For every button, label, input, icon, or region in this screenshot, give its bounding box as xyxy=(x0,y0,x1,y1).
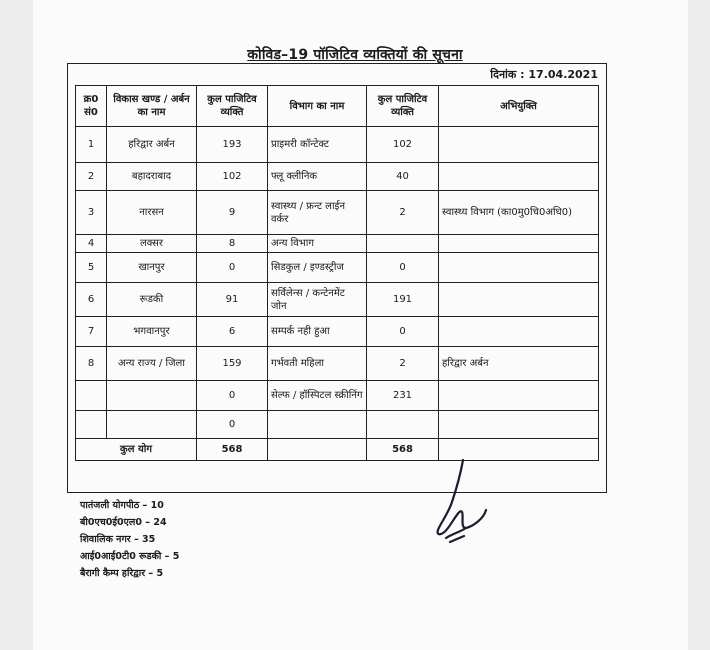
header-row xyxy=(76,86,599,127)
header-department: विभाग का नाम xyxy=(268,86,367,127)
remark-cell xyxy=(439,411,599,439)
department-cell xyxy=(268,411,367,439)
header-serial: क्र0 सं0 xyxy=(76,86,107,127)
department-cell: स्वास्थ्य / फ्रन्ट लाईन वर्कर xyxy=(268,191,367,235)
footnote-line: बी0एच0ई0एल0 – 24 xyxy=(80,517,167,528)
department-cell: सिडकुल / इण्डस्ट्रीज xyxy=(268,253,367,283)
header-dept-count: कुल पाजिटिव व्यक्ति xyxy=(367,86,439,127)
department-cell: फ्लू क्लीनिक xyxy=(268,163,367,191)
positive-count-cell: 102 xyxy=(197,163,268,191)
block-name-cell: रूडकी xyxy=(107,283,197,317)
serial-cell: 7 xyxy=(76,317,107,347)
positive-count-cell: 6 xyxy=(197,317,268,347)
remark-cell xyxy=(439,253,599,283)
department-cell: अन्य विभाग xyxy=(268,235,367,253)
table-row xyxy=(76,127,599,163)
department-cell: सम्पर्क नही हुआ xyxy=(268,317,367,347)
total-dept-count: 568 xyxy=(367,439,439,461)
department-count-cell xyxy=(367,235,439,253)
serial-cell: 3 xyxy=(76,191,107,235)
table-row xyxy=(76,163,599,191)
positive-count-cell: 159 xyxy=(197,347,268,381)
positive-count-cell: 0 xyxy=(197,253,268,283)
table-row xyxy=(76,191,599,235)
department-count-cell: 231 xyxy=(367,381,439,411)
block-name-cell: नारसन xyxy=(107,191,197,235)
header-block: विकास खण्ड / अर्बन का नाम xyxy=(107,86,197,127)
department-count-cell xyxy=(367,411,439,439)
block-name-cell: बहादराबाद xyxy=(107,163,197,191)
serial-cell: 2 xyxy=(76,163,107,191)
department-count-cell: 2 xyxy=(367,191,439,235)
table-row xyxy=(76,347,599,381)
block-name-cell: हरिद्वार अर्बन xyxy=(107,127,197,163)
table-row xyxy=(76,283,599,317)
footnote-line: बैरागी कैम्प हरिद्वार – 5 xyxy=(80,568,164,579)
department-count-cell: 0 xyxy=(367,253,439,283)
remark-cell xyxy=(439,317,599,347)
serial-cell xyxy=(76,411,107,439)
department-cell: गर्भवती महिला xyxy=(268,347,367,381)
positive-count-cell: 9 xyxy=(197,191,268,235)
table-row xyxy=(76,411,599,439)
total-label: कुल योग xyxy=(76,439,197,461)
block-name-cell: लक्सर xyxy=(107,235,197,253)
remark-cell xyxy=(439,127,599,163)
header-remarks: अभियुक्ति xyxy=(439,86,599,127)
serial-cell: 1 xyxy=(76,127,107,163)
positive-count-cell: 8 xyxy=(197,235,268,253)
serial-cell: 4 xyxy=(76,235,107,253)
table-row xyxy=(76,253,599,283)
department-count-cell: 40 xyxy=(367,163,439,191)
signature xyxy=(430,452,490,547)
positive-count-cell: 0 xyxy=(197,381,268,411)
department-cell: प्राइमरी कॉन्टेक्ट xyxy=(268,127,367,163)
serial-cell: 6 xyxy=(76,283,107,317)
department-count-cell: 2 xyxy=(367,347,439,381)
total-row xyxy=(76,439,599,461)
block-name-cell xyxy=(107,411,197,439)
department-count-cell: 0 xyxy=(367,317,439,347)
serial-cell: 5 xyxy=(76,253,107,283)
block-name-cell xyxy=(107,381,197,411)
positive-count-cell: 193 xyxy=(197,127,268,163)
department-cell: सर्विलेन्स / कन्टेनमेंट जोन xyxy=(268,283,367,317)
covid-positive-table xyxy=(75,85,599,461)
remark-cell xyxy=(439,381,599,411)
footnote-line: आई0आई0टी0 रूडकी – 5 xyxy=(80,551,180,562)
report-date: दिनांक : 17.04.2021 xyxy=(490,68,598,81)
department-cell: सेल्फ / हॉस्पिटल स्क्रीनिंग xyxy=(268,381,367,411)
block-name-cell: अन्य राज्य / जिला xyxy=(107,347,197,381)
footnote-line: पातंजली योगपीठ – 10 xyxy=(80,500,164,511)
remark-cell: हरिद्वार अर्बन xyxy=(439,347,599,381)
table-row xyxy=(76,235,599,253)
remark-cell xyxy=(439,163,599,191)
positive-count-cell: 91 xyxy=(197,283,268,317)
serial-cell xyxy=(76,381,107,411)
footnote-line: शिवालिक नगर – 35 xyxy=(80,534,156,545)
document-title: कोविड–19 पॉजिटिव व्यक्तियों की सूचना xyxy=(247,47,463,63)
remark-cell xyxy=(439,235,599,253)
table-row xyxy=(76,317,599,347)
serial-cell: 8 xyxy=(76,347,107,381)
table-row xyxy=(76,381,599,411)
department-count-cell: 191 xyxy=(367,283,439,317)
remark-cell: स्वास्थ्य विभाग (का0मु0चि0अधि0) xyxy=(439,191,599,235)
total-count: 568 xyxy=(197,439,268,461)
header-count: कुल पाजिटिव व्यक्ति xyxy=(197,86,268,127)
positive-count-cell: 0 xyxy=(197,411,268,439)
block-name-cell: खानपुर xyxy=(107,253,197,283)
block-name-cell: भगवानपुर xyxy=(107,317,197,347)
total-spacer xyxy=(268,439,367,461)
department-count-cell: 102 xyxy=(367,127,439,163)
remark-cell xyxy=(439,283,599,317)
